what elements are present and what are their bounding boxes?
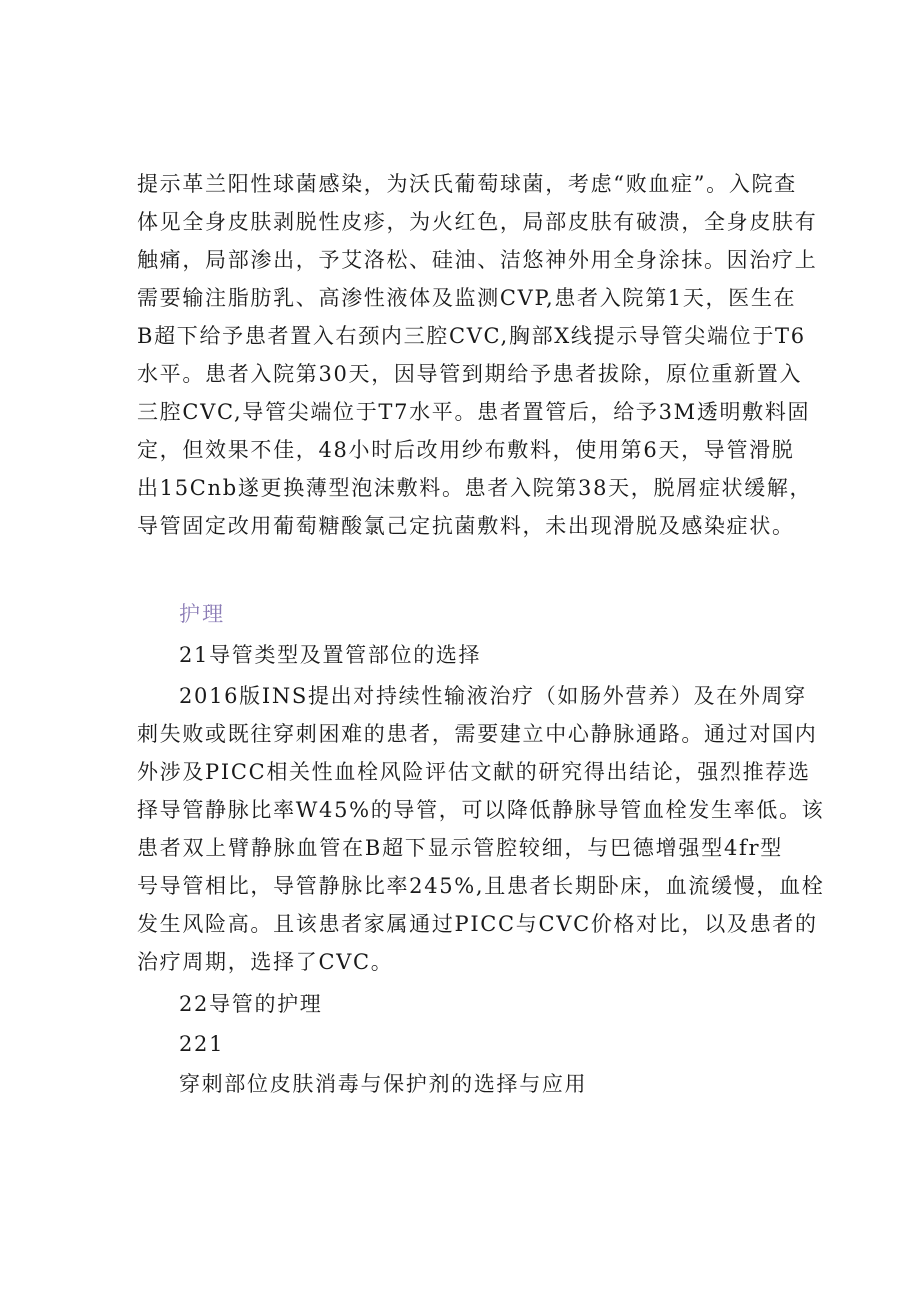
para-line: 2016版INS提出对持续性输液治疗（如肠外营养）及在外周穿 (179, 684, 807, 708)
subsection-21-paragraph (137, 677, 825, 981)
subsection-221-number: 221 (179, 1032, 225, 1056)
section-heading: 护理 (179, 602, 226, 626)
case-line: 三腔CVC,导管尖端位于T7水平。患者置管后，给予3M透明敷料固 (137, 400, 811, 424)
case-line: 提示革兰阳性球菌感染，为沃氏葡萄球菌，考虑“败血症”。入院查 (137, 172, 797, 196)
case-line: 定，但效果不佳，48小时后改用纱布敷料，使用第6天，导管滑脱 (137, 438, 795, 462)
subsection-221-title: 穿刺部位皮肤消毒与保护剂的选择与应用 (179, 1072, 588, 1096)
case-line: 出15Cnb遂更换薄型泡沫敷料。患者入院第38天，脱屑症状缓解， (137, 476, 813, 500)
para-line: 患者双上臂静脉血管在B超下显示管腔较细，与巴德增强型4fr型 (137, 836, 783, 860)
para-line: 治疗周期，选择了CVC。 (137, 950, 394, 974)
para-line: 号导管相比，导管静脉比率245%,且患者长期卧床，血流缓慢，血栓 (137, 874, 825, 898)
subsection-22-title: 22导管的护理 (179, 992, 323, 1016)
para-line: 外涉及PICC相关性血栓风险评估文献的研究得出结论，强烈推荐选 (137, 760, 811, 784)
case-line: 导管固定改用葡萄糖酸氯己定抗菌敷料，未出现滑脱及感染症状。 (137, 514, 795, 538)
case-paragraph (137, 165, 818, 545)
case-line: 需要输注脂肪乳、高渗性液体及监测CVP,患者入院第1天，医生在 (137, 286, 797, 310)
para-line: 发生风险高。且该患者家属通过PICC与CVC价格对比，以及患者的 (137, 912, 818, 936)
subsection-21-title: 21导管类型及置管部位的选择 (179, 643, 482, 667)
case-line: 水平。患者入院第30天，因导管到期给予患者拔除，原位重新置入 (137, 362, 803, 386)
case-line: 体见全身皮肤剥脱性皮疹，为火红色，局部皮肤有破溃，全身皮肤有 (137, 210, 818, 234)
case-line: 触痛，局部渗出，予艾洛松、硅油、洁悠神外用全身涂抹。因治疗上 (137, 248, 818, 272)
para-line: 刺失败或既往穿刺困难的患者，需要建立中心静脉通路。通过对国内 (137, 722, 818, 746)
case-line: B超下给予患者置入右颈内三腔CVC,胸部X线提示导管尖端位于T6 (137, 324, 806, 348)
para-line: 择导管静脉比率W45%的导管，可以降低静脉导管血栓发生率低。该 (137, 798, 825, 822)
